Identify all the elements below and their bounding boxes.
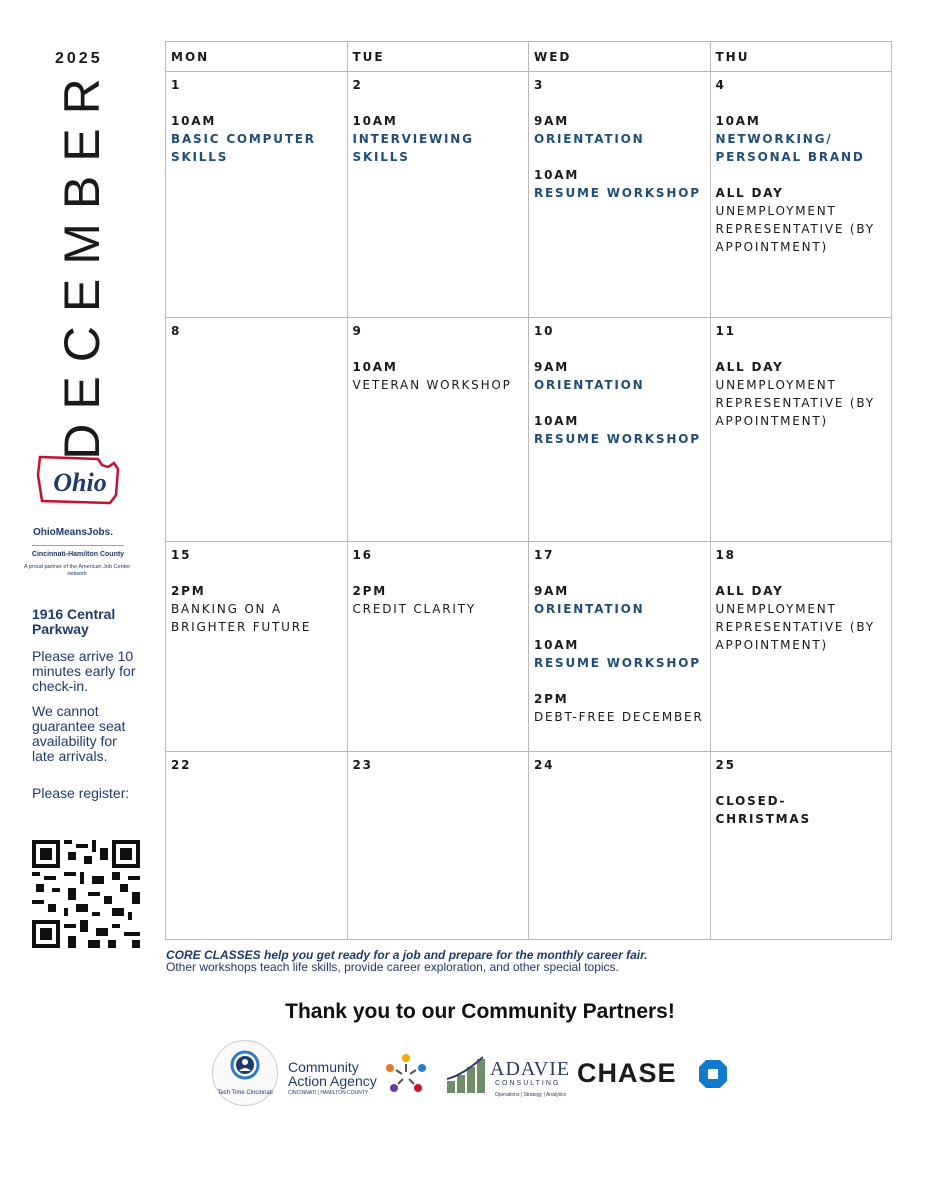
core-class-title: ORIENTATION <box>534 602 645 616</box>
tech-time-name: Tech Time Cincinnati <box>217 1090 273 1096</box>
month-title: DECEMBER <box>54 64 110 460</box>
day-cell <box>529 752 711 940</box>
week-row <box>166 752 892 940</box>
caa-name-line2: Action Agency <box>288 1073 377 1089</box>
adavie-tagline: Operations | Strategy | Analytics <box>495 1092 566 1098</box>
day-number: 2 <box>352 78 363 92</box>
caa-name <box>288 1060 377 1088</box>
core-class-title: RESUME WORKSHOP <box>534 186 701 200</box>
ohio-logo <box>30 455 126 505</box>
event-title: UNEMPLOYMENT REPRESENTATIVE (BY APPOINTMENT) <box>715 378 875 428</box>
event <box>534 636 705 672</box>
event-time: 9AM <box>534 114 569 128</box>
chase-octagon-icon <box>697 1058 729 1090</box>
day-cell <box>347 72 529 318</box>
core-class-title: ORIENTATION <box>534 378 645 392</box>
day-cell <box>347 542 529 752</box>
note-arrive: Please arrive 10 minutes early for check-in. <box>32 648 136 694</box>
brand-county: Cincinnati-Hamilton County <box>31 551 125 558</box>
event <box>534 690 705 726</box>
day-number: 17 <box>534 548 555 562</box>
day-header-mon: MON <box>166 42 348 72</box>
chase-name: CHASE <box>577 1058 677 1088</box>
event-title: BANKING ON A BRIGHTER FUTURE <box>171 602 312 634</box>
day-cell <box>710 318 892 542</box>
event-time: ALL DAY <box>715 186 784 200</box>
event <box>716 112 887 166</box>
day-header-thu: THU <box>710 42 892 72</box>
day-cell <box>710 72 892 318</box>
day-number: 15 <box>171 548 192 562</box>
day-cell <box>166 752 348 940</box>
adavie-subtitle: CONSULTING <box>495 1080 561 1087</box>
event-title: UNEMPLOYMENT REPRESENTATIVE (BY APPOINTMENT) <box>715 602 875 652</box>
week-row <box>166 72 892 318</box>
calendar-header-row <box>166 42 892 72</box>
year-label: 2025 <box>55 50 103 67</box>
event <box>716 358 887 430</box>
day-number: 18 <box>715 548 736 562</box>
day-cell <box>710 542 892 752</box>
core-class-title: BASIC COMPUTER SKILLS <box>171 132 316 164</box>
day-header-tue: TUE <box>347 42 529 72</box>
ohio-logo-text: Ohio <box>53 468 107 497</box>
adavie-chart-icon <box>445 1055 489 1095</box>
core-class-title: NETWORKING/ PERSONAL BRAND <box>715 132 865 164</box>
caa-subtitle: CINCINNATI | HAMILTON COUNTY <box>288 1090 369 1096</box>
event-time: 10AM <box>171 114 217 128</box>
note-register: Please register: <box>32 785 130 801</box>
event <box>534 166 705 202</box>
day-number: 22 <box>171 758 192 772</box>
day-cell <box>347 752 529 940</box>
calendar-grid <box>165 41 892 940</box>
day-number: 8 <box>171 324 182 338</box>
event-title: CREDIT CLARITY <box>352 602 477 616</box>
day-number: 1 <box>171 78 182 92</box>
event <box>171 582 342 636</box>
address: 1916 Central Parkway <box>32 606 116 637</box>
event-title: VETERAN WORKSHOP <box>352 378 512 392</box>
thanks-heading: Thank you to our Community Partners! <box>285 1000 675 1023</box>
week-row <box>166 318 892 542</box>
other-workshops-note: Other workshops teach life skills, provide career exploration, and other special topics. <box>166 960 619 974</box>
day-number: 11 <box>715 324 736 338</box>
registration-qr-code[interactable] <box>32 840 140 948</box>
adavie-name: ADAVIE <box>490 1058 571 1080</box>
brand-partner-line: A proud partner of the American Job Center network <box>23 564 131 577</box>
day-cell <box>529 542 711 752</box>
event-title: DEBT-FREE DECEMBER <box>534 710 704 724</box>
event <box>353 582 524 618</box>
day-number: 23 <box>352 758 373 772</box>
event-time: 10AM <box>534 638 580 652</box>
day-number: 4 <box>715 78 726 92</box>
day-number: 10 <box>534 324 555 338</box>
day-cell <box>166 318 348 542</box>
event <box>716 582 887 654</box>
event <box>534 358 705 394</box>
tech-time-logo <box>212 1040 278 1106</box>
day-cell <box>347 318 529 542</box>
core-classes-note: CORE CLASSES help you get ready for a job and prepare for the monthly career fair. <box>166 948 648 962</box>
caa-people-icon <box>380 1050 432 1102</box>
event-time: 2PM <box>171 584 206 598</box>
day-cell <box>529 72 711 318</box>
event-time: 10AM <box>715 114 761 128</box>
day-number: 24 <box>534 758 555 772</box>
event-time: 9AM <box>534 584 569 598</box>
caa-name-line1: Community <box>288 1059 359 1075</box>
event <box>534 112 705 148</box>
brand-name: OhioMeansJobs. <box>32 527 113 538</box>
event <box>716 792 887 828</box>
event <box>353 112 524 166</box>
event <box>534 412 705 448</box>
day-cell <box>710 752 892 940</box>
event <box>534 582 705 618</box>
event-time: 10AM <box>534 168 580 182</box>
calendar-body <box>166 72 892 940</box>
week-row <box>166 542 892 752</box>
brand-divider <box>32 545 124 546</box>
event-time: 9AM <box>534 360 569 374</box>
event-time: ALL DAY <box>715 584 784 598</box>
event-title: UNEMPLOYMENT REPRESENTATIVE (BY APPOINTMENT) <box>715 204 875 254</box>
day-number: 3 <box>534 78 545 92</box>
event <box>353 358 524 394</box>
core-class-title: RESUME WORKSHOP <box>534 432 701 446</box>
core-class-title: RESUME WORKSHOP <box>534 656 701 670</box>
event-label: CLOSED- CHRISTMAS <box>715 794 811 826</box>
event-time: 10AM <box>534 414 580 428</box>
core-class-title: INTERVIEWING SKILLS <box>352 132 474 164</box>
day-number: 9 <box>352 324 363 338</box>
event-time: 2PM <box>352 584 387 598</box>
day-cell <box>529 318 711 542</box>
event <box>716 184 887 256</box>
event-time: 10AM <box>352 114 398 128</box>
day-cell <box>166 72 348 318</box>
day-cell <box>166 542 348 752</box>
note-guarantee: We cannot guarantee seat availability for late arrivals. <box>32 703 126 764</box>
day-number: 16 <box>352 548 373 562</box>
day-number: 25 <box>715 758 736 772</box>
day-header-wed: WED <box>529 42 711 72</box>
core-class-title: ORIENTATION <box>534 132 645 146</box>
event-time: ALL DAY <box>715 360 784 374</box>
event <box>171 112 342 166</box>
event-time: 2PM <box>534 692 569 706</box>
event-time: 10AM <box>352 360 398 374</box>
